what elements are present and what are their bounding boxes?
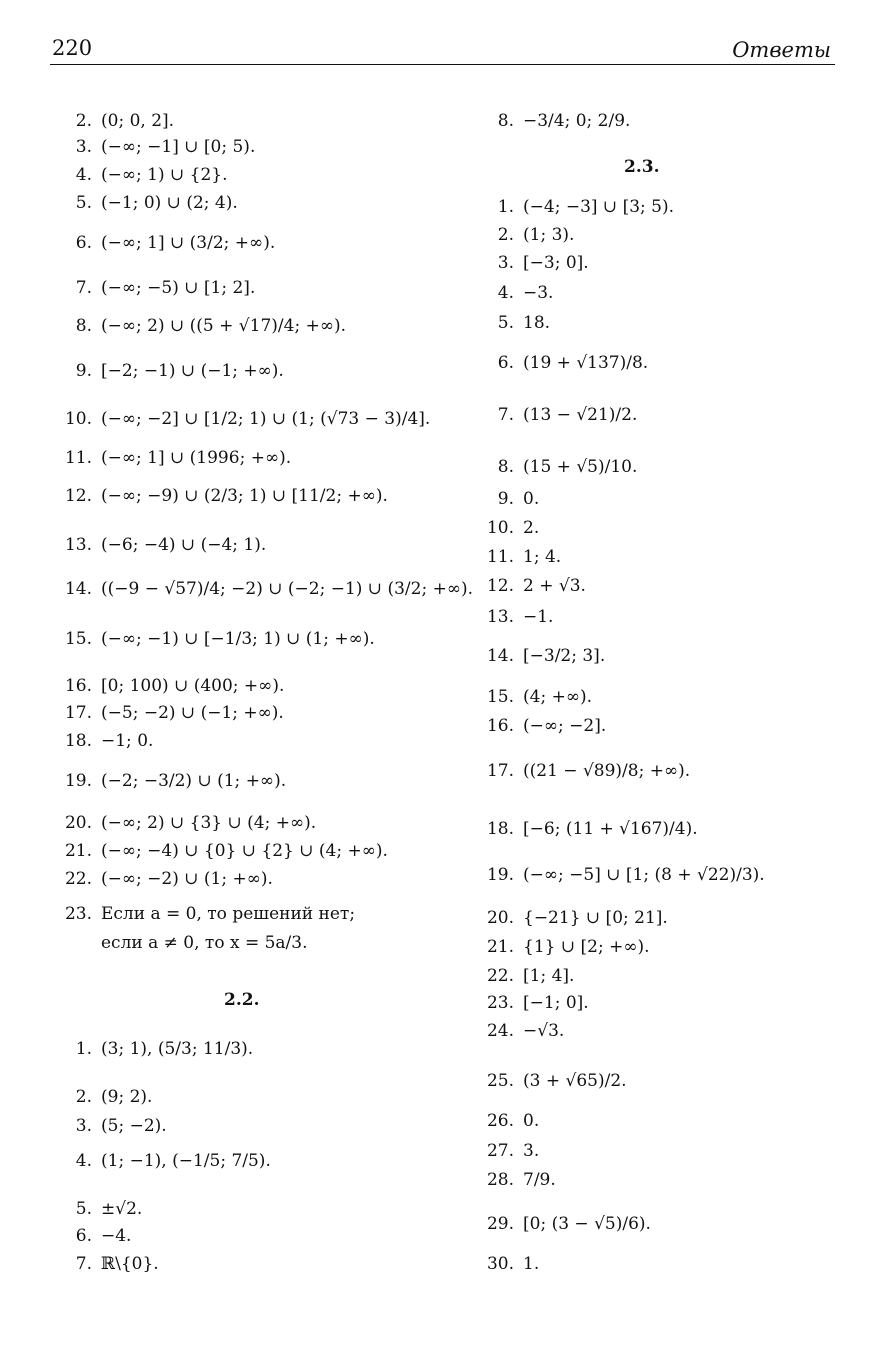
answer-text: (13 − √21)/2. [523,405,638,425]
answer-number: 2. [497,225,514,245]
answer-number: 9. [75,361,92,381]
answer-text: (3; 1), (5/3; 11/3). [101,1039,254,1059]
answer-number: 18. [64,731,92,751]
answer-item [478,965,574,987]
answer-number: 29. [486,1214,514,1234]
answer-text: ℝ\{0}. [101,1254,159,1274]
answer-text: (−∞; 2) ∪ ((5 + √17)/4; +∞). [101,316,347,336]
answer-number: 14. [64,579,92,599]
answer-item [62,628,375,650]
answer-item [478,1213,651,1235]
answer-number: 4. [75,1151,92,1171]
answer-item [478,1140,539,1162]
answer-item [62,812,316,834]
answer-text: 1; 4. [523,547,562,567]
answer-number: 20. [486,908,514,928]
answer-number: 3. [75,137,92,157]
answer-item [478,1020,564,1042]
answer-number: 2. [75,111,92,131]
answer-text: (9; 2). [101,1087,153,1107]
answer-number: 12. [486,576,514,596]
answer-number: 19. [64,771,92,791]
answer-number: 12. [64,486,92,506]
answer-item [62,1115,167,1137]
answer-text: [0; 100) ∪ (400; +∞). [101,676,285,696]
answer-number: 9. [497,489,514,509]
answer-item [62,360,284,382]
answer-number: 6. [75,1226,92,1246]
answer-number: 21. [64,841,92,861]
answer-text: (19 + √137)/8. [523,353,649,373]
answer-item [62,770,286,792]
answer-item [62,534,266,556]
answer-number: 25. [486,1071,514,1091]
answer-item [478,686,592,708]
answer-text: (−∞; −4) ∪ {0} ∪ {2} ∪ (4; +∞). [101,841,388,861]
answer-item [478,936,650,958]
answer-text: 18. [523,313,551,333]
answer-text: ((21 − √89)/8; +∞). [523,761,691,781]
answer-number: 23. [486,993,514,1013]
answer-number: 30. [486,1254,514,1274]
answer-number: 4. [497,283,514,303]
answer-item [478,645,605,667]
answer-text: −3/4; 0; 2/9. [523,111,631,131]
answer-text: 0. [523,489,540,509]
answer-number: 1. [75,1039,92,1059]
answer-number: 23. [64,904,92,924]
answer-item [62,1038,253,1060]
answer-text: (1; 3). [523,225,575,245]
answer-number: 11. [64,448,92,468]
answer-text: (−∞; 1] ∪ (1996; +∞). [101,448,292,468]
answer-item [478,760,690,782]
answer-text: [−6; (11 + √167)/4). [523,819,698,839]
answer-item [478,224,574,246]
answer-text: [−3/2; 3]. [523,646,606,666]
answer-text: Если a = 0, то решений нет; [101,904,356,924]
answer-text: (0; 0, 2]. [101,111,175,131]
header-rule [50,64,835,65]
answer-number: 28. [486,1170,514,1190]
answer-text: (5; −2). [101,1116,167,1136]
answer-item [478,1253,539,1275]
answer-number: 13. [64,535,92,555]
answer-text: −1. [523,607,554,627]
answer-number: 6. [75,233,92,253]
answer-item [62,1150,271,1172]
answer-text: (15 + √5)/10. [523,457,638,477]
answer-item [478,992,589,1014]
answer-text: (−1; 0) ∪ (2; 4). [101,193,238,213]
answer-text: (−∞; 1] ∪ (3/2; +∞). [101,233,276,253]
answer-item [62,485,388,507]
answer-text: [1; 4]. [523,966,575,986]
answer-number: 7. [75,278,92,298]
answer-number: 10. [486,518,514,538]
answer-number: 24. [486,1021,514,1041]
answer-item [478,1110,539,1132]
answer-text: {−21} ∪ [0; 21]. [523,908,668,928]
answer-text: 2. [523,518,540,538]
answer-item [62,232,275,254]
answer-number: 8. [497,457,514,477]
answer-text: (−∞; −5) ∪ [1; 2]. [101,278,256,298]
answer-number: 5. [497,313,514,333]
answer-item [478,456,637,478]
answer-item [478,864,765,886]
answer-item [62,1086,152,1108]
answer-text: (−2; −3/2) ∪ (1; +∞). [101,771,287,791]
answer-item [478,488,539,510]
answer-text: −√3. [523,1021,565,1041]
answer-text: (−4; −3] ∪ [3; 5). [523,197,674,217]
answer-item [478,546,561,568]
answer-number: 8. [75,316,92,336]
answer-item [62,702,284,724]
answer-number: 1. [497,197,514,217]
answer-number: 17. [64,703,92,723]
answer-number: 5. [75,193,92,213]
answer-number: 18. [486,819,514,839]
answer-number: 7. [497,405,514,425]
answer-item [62,675,284,697]
answer-number: 27. [486,1141,514,1161]
answer-number: 7. [75,1254,92,1274]
answer-text: (−∞; −1) ∪ [−1/3; 1) ∪ (1; +∞). [101,629,375,649]
answer-item [478,404,637,426]
answer-text: (−∞; −5] ∪ [1; (8 + √22)/3). [523,865,765,885]
answer-text: (−∞; −2) ∪ (1; +∞). [101,869,273,889]
answer-text: (3 + √65)/2. [523,1071,627,1091]
answer-number: 21. [486,937,514,957]
answer-item [478,907,668,929]
answer-number: 15. [486,687,514,707]
answer-text: 3. [523,1141,540,1161]
answer-text: 1. [523,1254,540,1274]
answer-text: [−3; 0]. [523,253,589,273]
answer-text: −3. [523,283,554,303]
answer-item [478,282,553,304]
answer-number: 17. [486,761,514,781]
answer-text: 0. [523,1111,540,1131]
answer-number: 6. [497,353,514,373]
answer-item [62,315,346,337]
answer-item [62,192,238,214]
section-heading: 2.2. [224,990,260,1010]
answer-text: (−∞; 1) ∪ {2}. [101,165,228,185]
answer-text: {1} ∪ [2; +∞). [523,937,650,957]
answer-item [478,352,648,374]
answer-text: [−2; −1) ∪ (−1; +∞). [101,361,284,381]
answer-text: ±√2. [101,1199,143,1219]
answer-number: 2. [75,1087,92,1107]
page-number: 220 [52,36,93,60]
answer-number: 4. [75,165,92,185]
answer-item [62,868,273,890]
answer-item [62,578,473,600]
answer-item [62,932,308,954]
answer-item [62,730,153,752]
answer-item [478,575,586,597]
answer-item [478,110,630,132]
answer-number: 19. [486,865,514,885]
answer-text: (−∞; −2]. [523,716,607,736]
answer-item [62,1198,142,1220]
answer-text: (−∞; −9) ∪ (2/3; 1) ∪ [11/2; +∞). [101,486,388,506]
answer-item [62,1225,131,1247]
answer-item [62,277,255,299]
answer-text: (−∞; −1] ∪ [0; 5). [101,137,256,157]
answer-text: (−5; −2) ∪ (−1; +∞). [101,703,284,723]
answer-number: 5. [75,1199,92,1219]
answer-text: −4. [101,1226,132,1246]
answer-text: (−6; −4) ∪ (−4; 1). [101,535,267,555]
answer-number: 26. [486,1111,514,1131]
answer-text: (4; +∞). [523,687,593,707]
answer-number: 22. [64,869,92,889]
page-header [0,0,885,70]
running-title: Ответы [732,38,831,62]
answer-text: если a ≠ 0, то x = 5a/3. [101,933,308,953]
answer-number: 11. [486,547,514,567]
answer-text: [0; (3 − √5)/6). [523,1214,651,1234]
answer-item [62,903,355,925]
answer-number: 3. [75,1116,92,1136]
answer-number: 16. [64,676,92,696]
answer-item [62,136,255,158]
answer-number: 16. [486,716,514,736]
answer-text: −1; 0. [101,731,154,751]
answer-item [478,252,589,274]
answer-text: [−1; 0]. [523,993,589,1013]
answer-text: (−∞; −2] ∪ [1/2; 1) ∪ (1; (√73 − 3)/4]. [101,409,431,429]
answer-text: 7/9. [523,1170,556,1190]
answer-number: 8. [497,111,514,131]
answer-item [478,312,550,334]
answer-text: ((−9 − √57)/4; −2) ∪ (−2; −1) ∪ (3/2; +∞). [101,579,474,599]
answer-number: 3. [497,253,514,273]
section-heading: 2.3. [624,157,660,177]
answer-item [62,447,291,469]
answer-item [478,1169,556,1191]
answer-text: (1; −1), (−1/5; 7/5). [101,1151,271,1171]
answer-number: 22. [486,966,514,986]
answer-item [478,196,674,218]
answer-item [478,818,698,840]
answer-number: 15. [64,629,92,649]
answer-number: 13. [486,607,514,627]
answer-item [62,840,388,862]
answer-number: 10. [64,409,92,429]
answer-text: 2 + √3. [523,576,586,596]
answer-item [478,715,606,737]
answer-item [62,110,174,132]
answer-item [478,517,539,539]
answer-number: 20. [64,813,92,833]
answer-item [62,408,430,430]
answer-item [62,1253,159,1275]
answer-item [478,1070,627,1092]
answer-item [478,606,553,628]
answer-number: 14. [486,646,514,666]
answer-item [62,164,228,186]
answer-text: (−∞; 2) ∪ {3} ∪ (4; +∞). [101,813,317,833]
